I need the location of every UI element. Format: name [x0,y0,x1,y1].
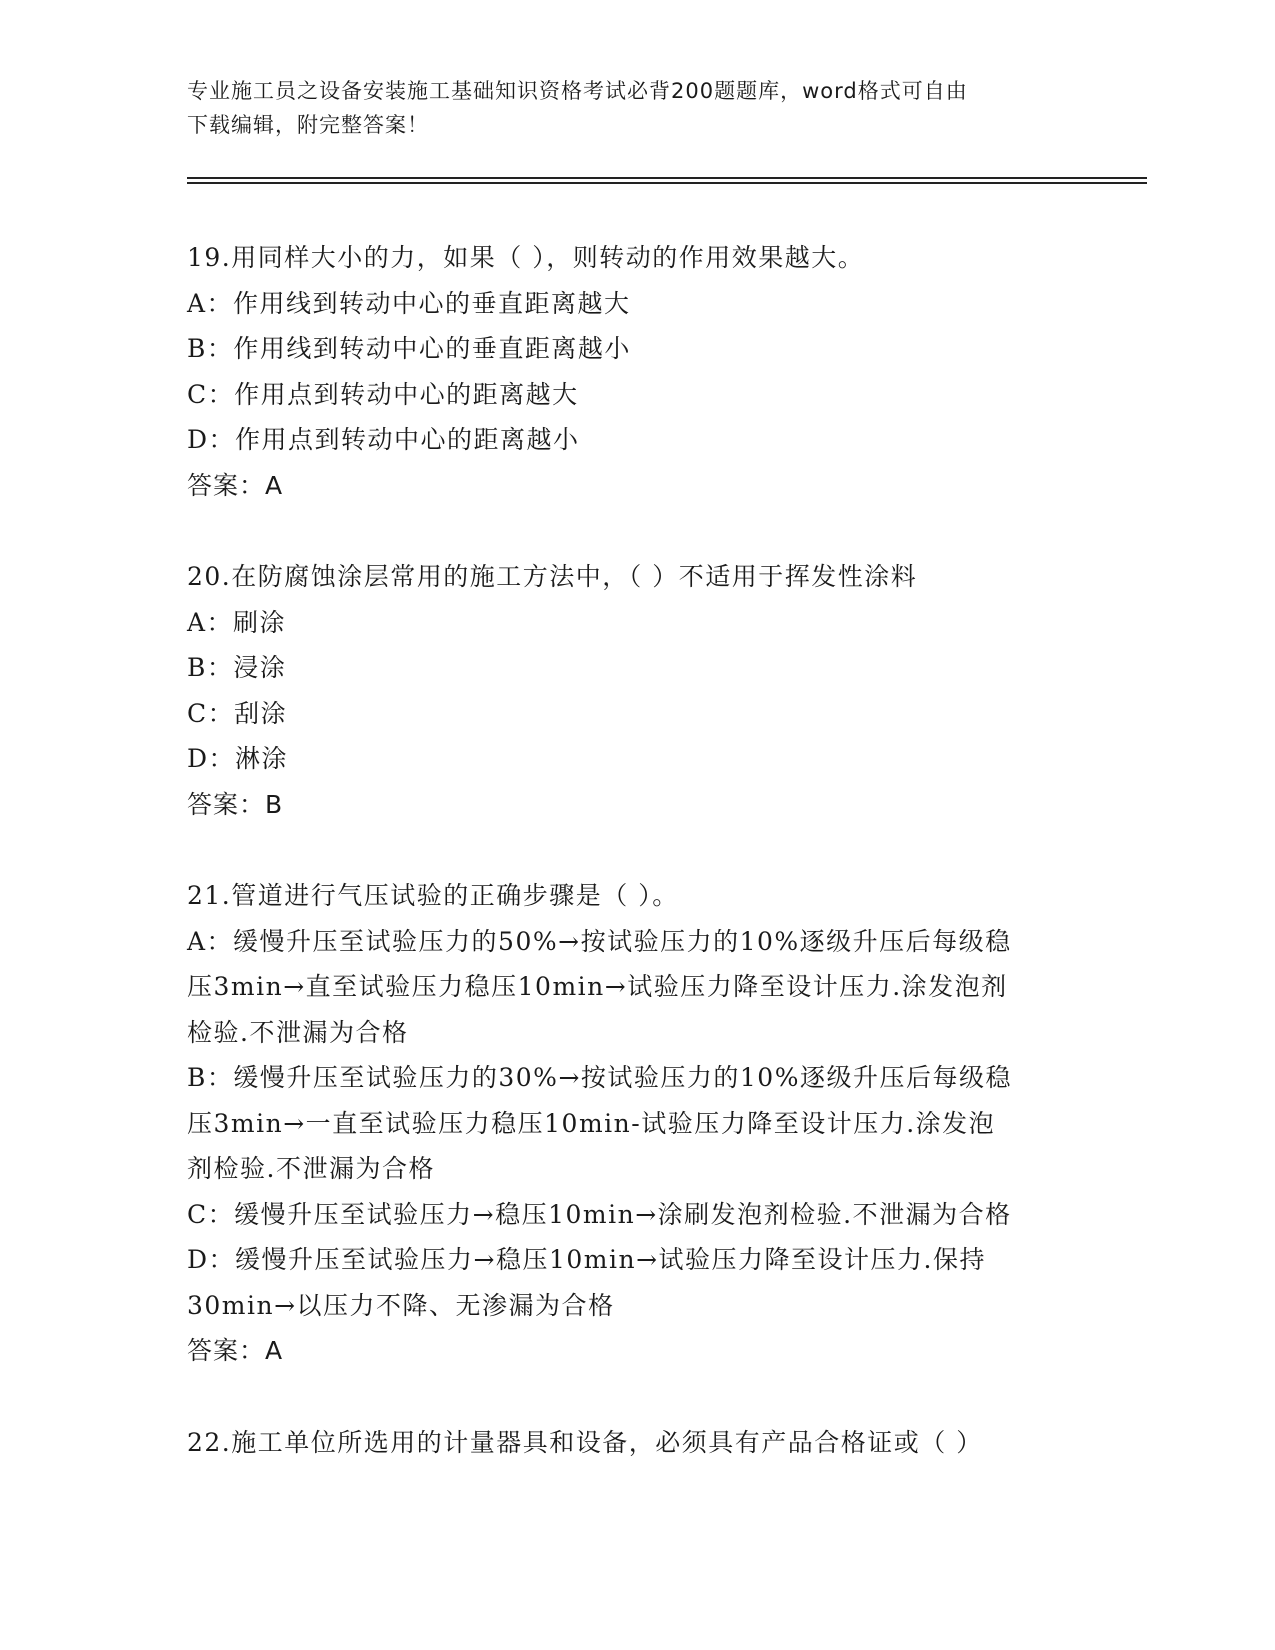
question-22 [187,1420,1087,1466]
header-line-1: 专业施工员之设备安装施工基础知识资格考试必背200题题库，word格式可自由 [187,79,968,103]
option-a: A：作用线到转动中心的垂直距离越大 [187,288,631,318]
option-d: D：淋涂 [187,744,289,773]
option-b: B：浸涂 [187,653,287,682]
option-d-line-2: 30min→以压力不降、无渗漏为合格 [187,1290,615,1320]
question-stem: 22.施工单位所选用的计量器具和设备，必须具有产品合格证或（ ） [187,1427,983,1457]
question-20 [187,554,1087,827]
question-stem: 21.管道进行气压试验的正确步骤是（ ）。 [187,881,679,910]
option-a-line-2: 压3min→直至试验压力稳压10min→试验压力降至设计压力.涂发泡剂 [187,972,1008,1001]
header-divider-top [187,177,1147,179]
header-divider-bottom [187,182,1147,184]
header-line-2: 下载编辑，附完整答案！ [187,113,429,137]
option-c: C：刮涂 [187,698,288,728]
answer: 答案：A [187,470,284,500]
option-c: C：缓慢升压至试验压力→稳压10min→涂刷发泡剂检验.不泄漏为合格 [187,1199,1012,1229]
option-a: A：刷涂 [187,607,287,637]
question-19 [187,235,1087,508]
option-b-line-1: B：缓慢升压至试验压力的30%→按试验压力的10%逐级升压后每级稳 [187,1063,1012,1092]
document-header [187,74,1077,142]
option-b-line-2: 压3min→一直至试验压力稳压10min-试验压力降至设计压力.涂发泡 [187,1108,996,1138]
option-d-line-1: D：缓慢升压至试验压力→稳压10min→试验压力降至设计压力.保持 [187,1245,987,1274]
option-a-line-1: A：缓慢升压至试验压力的50%→按试验压力的10%逐级升压后每级稳 [187,926,1012,956]
question-21 [187,873,1087,1374]
option-b: B：作用线到转动中心的垂直距离越小 [187,334,631,363]
question-stem: 20.在防腐蚀涂层常用的施工方法中，（ ）不适用于挥发性涂料 [187,562,918,591]
option-b-line-3: 剂检验.不泄漏为合格 [187,1154,435,1183]
answer: 答案：A [187,1336,284,1365]
option-d: D：作用点到转动中心的距离越小 [187,425,580,454]
question-stem: 19.用同样大小的力，如果（ ），则转动的作用效果越大。 [187,243,865,272]
answer: 答案：B [187,789,284,819]
option-a-line-3: 检验.不泄漏为合格 [187,1017,409,1047]
question-list [187,235,1087,1511]
option-c: C：作用点到转动中心的距离越大 [187,379,579,409]
